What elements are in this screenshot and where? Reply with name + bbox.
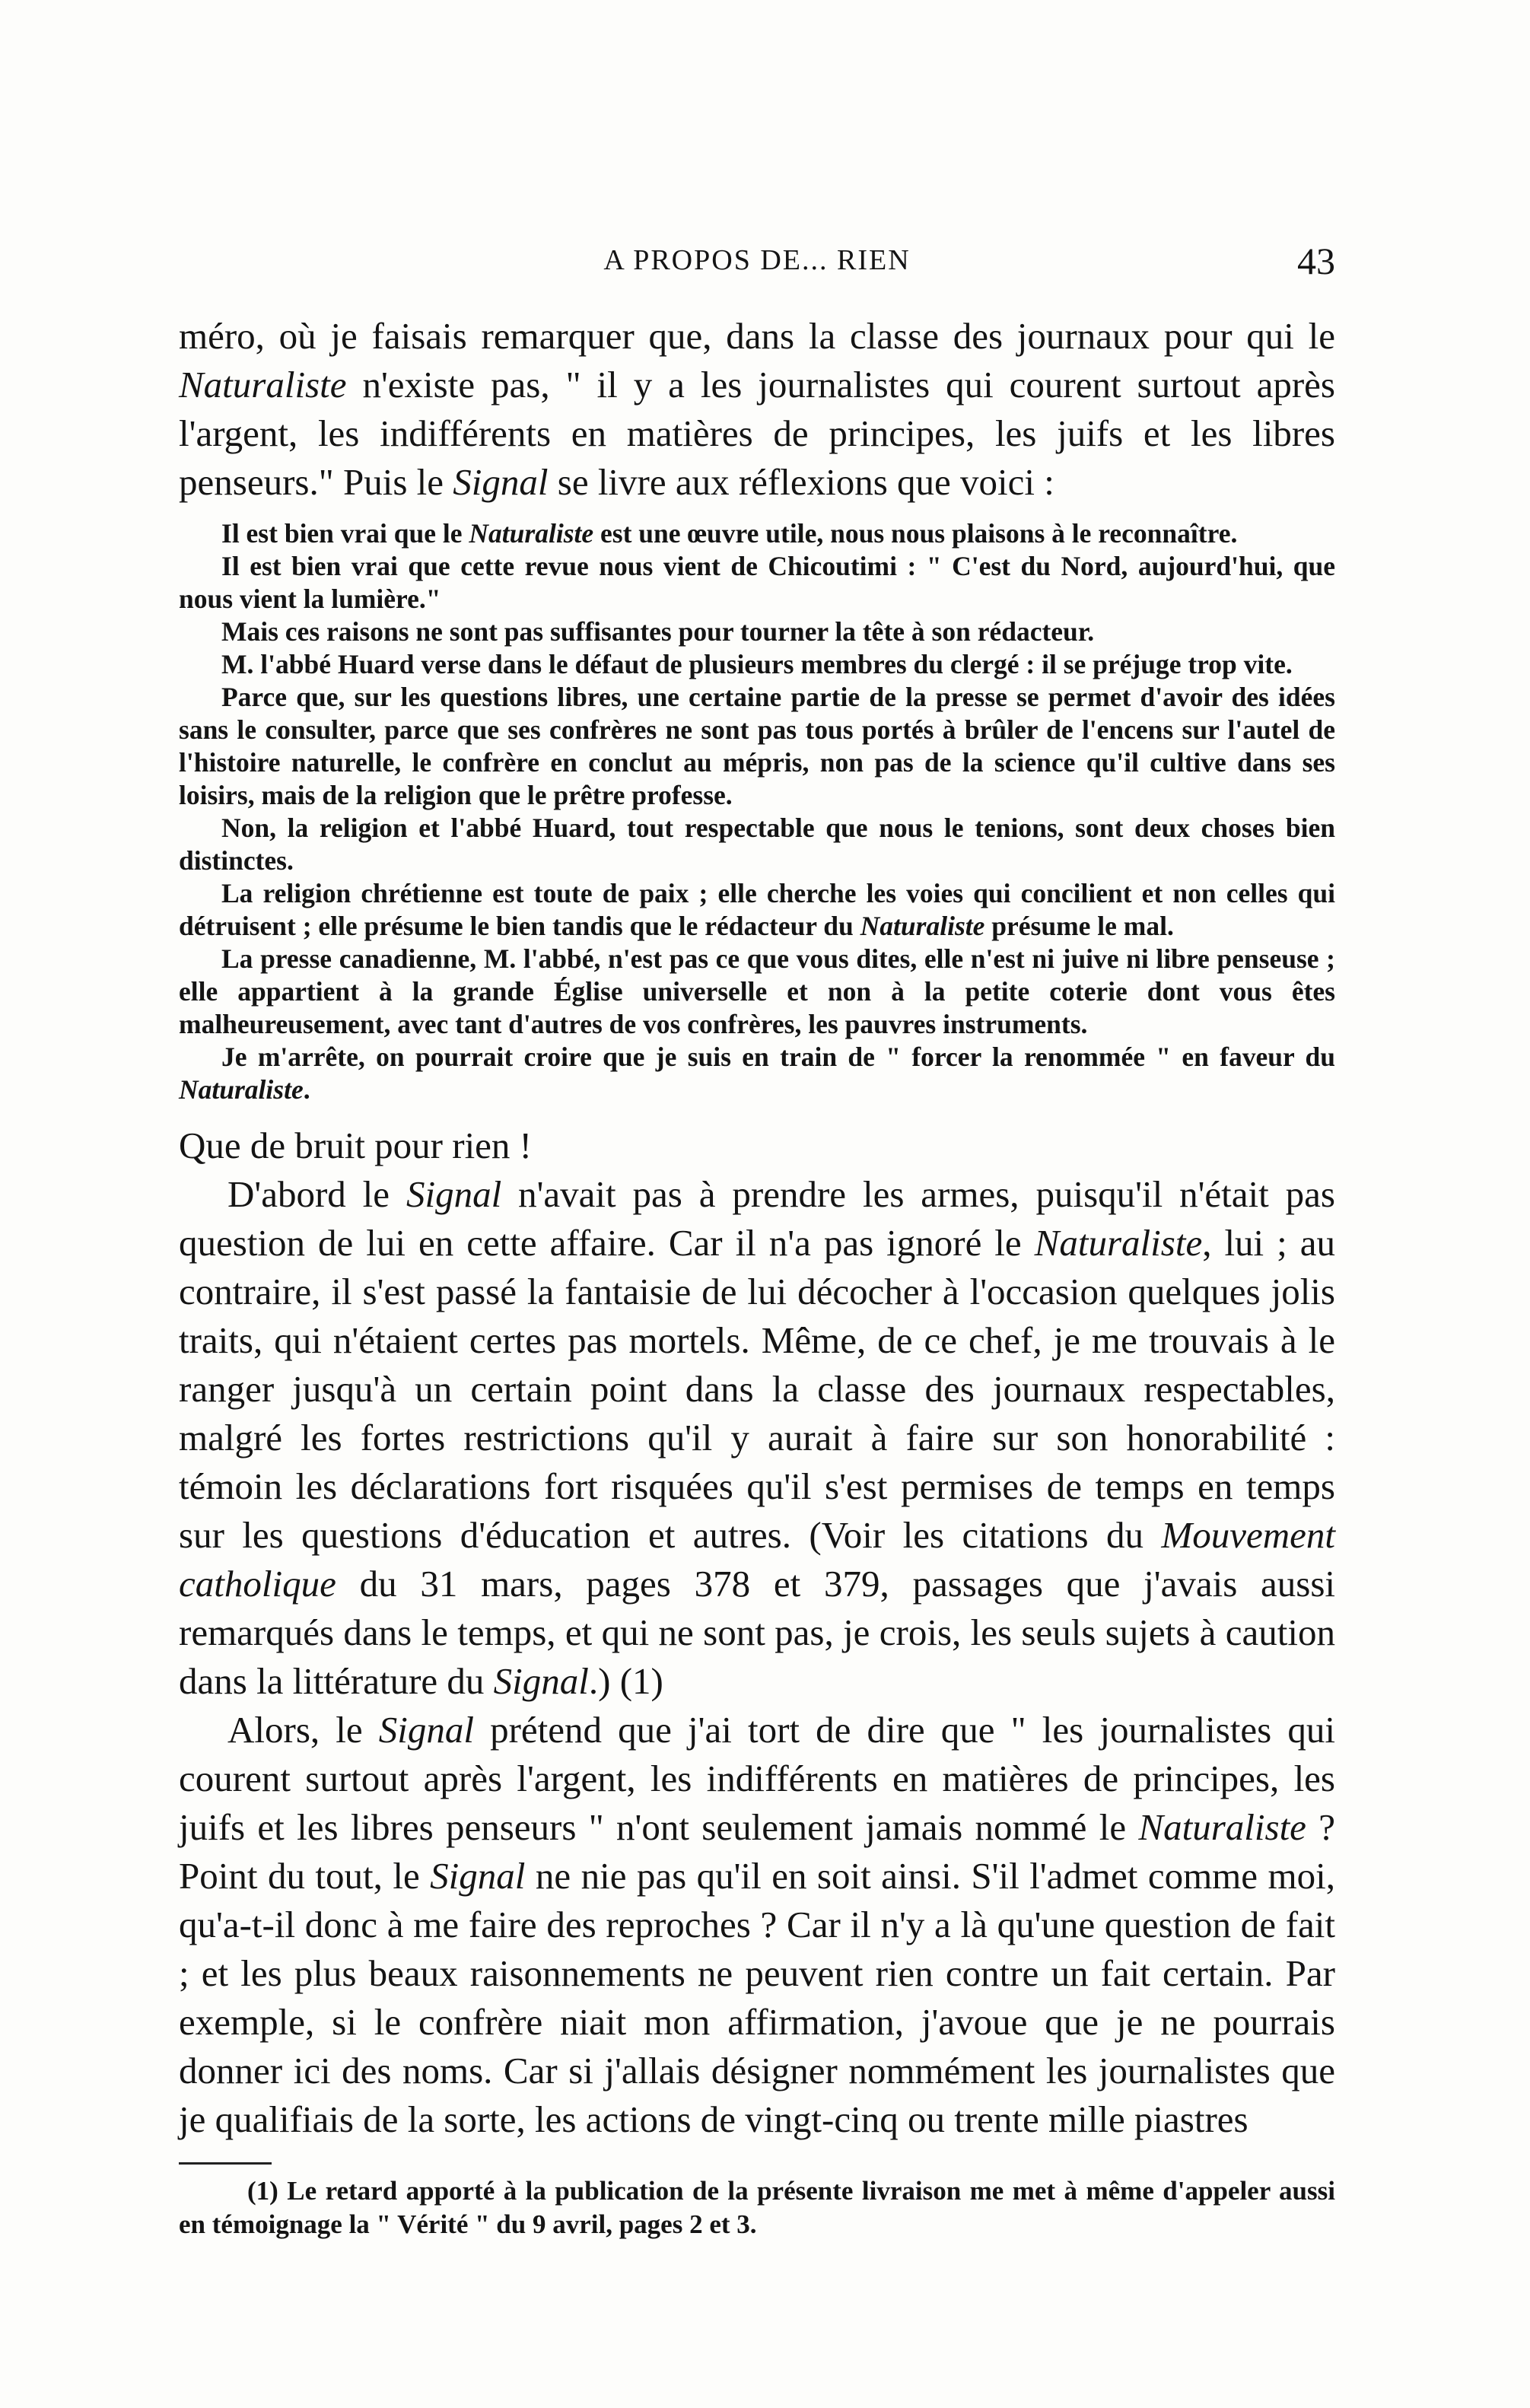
footnote-divider <box>179 2162 272 2165</box>
quote-paragraph: La presse canadienne, M. l'abbé, n'est pas ce que vous dites, elle n'est ni juive ni libre penseuse ; elle appartient à la grande Église universelle et non à la petite coterie dont vous êtes malheureusement, avec tant d'autres de vos confrères, les pauvres instruments. <box>179 943 1335 1039</box>
page-header <box>179 240 1335 289</box>
quote-paragraph: Il est bien vrai que le Naturaliste est une œuvre utile, nous nous plaisons à le reconnaître. <box>221 518 1238 549</box>
main-text <box>179 312 1335 2144</box>
exclamation-line: Que de bruit pour rien ! <box>179 1124 532 1166</box>
intro-paragraph: méro, où je faisais remarquer que, dans la classe des journaux pour qui le Naturaliste n'existe pas, " il y a les journalistes qui courent surtout après l'argent, les indifférents en matières de principes, les juifs et les libres penseurs." Puis le Signal se livre aux réflexions que voici : <box>179 315 1335 503</box>
page-number: 43 <box>1297 240 1335 282</box>
quote-paragraph: Parce que, sur les questions libres, une certaine partie de la presse se permet d'avoir des idées sans le consulter, parce que ses confrères ne sont pas tous portés à brûler de l'encens sur l'autel de l'histoire naturelle, le confrère en conclut au mépris, non pas de la science qu'il cultive dans ses loisirs, mais de la religion que le prêtre professe. <box>179 682 1335 810</box>
running-head: A PROPOS DE... RIEN <box>603 244 911 276</box>
quote-paragraph: M. l'abbé Huard verse dans le défaut de plusieurs membres du clergé : il se préjuge trop vite. <box>221 649 1293 679</box>
body-paragraph: Alors, le Signal prétend que j'ai tort de dire que " les journalistes qui courent surtout après l'argent, les indifférents en matières de principes, les juifs et les libres penseurs " n'ont seulement jamais nommé le Naturaliste ? Point du tout, le Signal ne nie pas qu'il en soit ainsi. S'il l'admet comme moi, qu'a-t-il donc à me faire des reproches ? Car il n'y a là qu'une question de fait ; et les plus beaux raisonnements ne peuvent rien contre un fait certain. Par exemple, si le confrère niait mon affirmation, j'avoue que je ne pourrais donner ici des noms. Car si j'allais désigner nommément les journalistes que je qualifiais de la sorte, les actions de vingt-cinq ou trente mille piastres <box>179 1709 1335 2140</box>
quote-paragraph: Mais ces raisons ne sont pas suffisantes pour tourner la tête à son rédacteur. <box>221 616 1095 647</box>
quote-paragraph: La religion chrétienne est toute de paix ; elle cherche les voies qui concilient et non celles qui détruisent ; elle présume le bien tandis que le rédacteur du Naturaliste présume le mal. <box>179 878 1335 941</box>
footnote: (1) Le retard apporté à la publication de la présente livraison me met à même d'appeler aussi en témoignage la " Vérité " du 9 avril, pages 2 et 3. <box>179 2176 1335 2239</box>
body-paragraph: D'abord le Signal n'avait pas à prendre les armes, puisqu'il n'était pas question de lui en cette affaire. Car il n'a pas ignoré le Naturaliste, lui ; au contraire, il s'est passé la fantaisie de lui décocher à l'occasion quelques jolis traits, qui n'étaient certes pas mortels. Même, de ce chef, je me trouvais à le ranger jusqu'à un certain point dans la classe des journaux respectables, malgré les fortes restrictions qu'il y aurait à faire sur son honorabilité : témoin les déclarations fort risquées qu'il s'est permises de temps en temps sur les questions d'éducation et autres. (Voir les citations du Mouvement catholique du 31 mars, pages 378 et 379, passages que j'avais aussi remarqués dans le temps, et qui ne sont pas, je crois, les seuls sujets à caution dans la littérature du Signal.) (1) <box>179 1173 1335 1702</box>
quote-paragraph: Non, la religion et l'abbé Huard, tout respectable que nous le tenions, sont deux choses bien distinctes. <box>179 813 1335 876</box>
quoted-article <box>179 517 1335 1106</box>
quote-paragraph: Je m'arrête, on pourrait croire que je suis en train de " forcer la renommée " en faveur du Naturaliste. <box>179 1042 1335 1105</box>
quote-paragraph: Il est bien vrai que cette revue nous vient de Chicoutimi : " C'est du Nord, aujourd'hui, que nous vient la lumière." <box>179 551 1335 614</box>
